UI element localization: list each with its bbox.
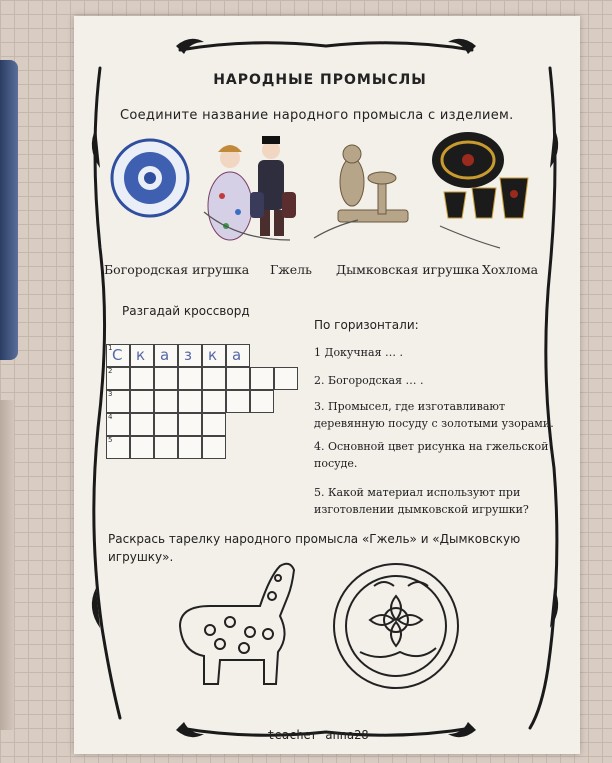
- crossword-cell[interactable]: [130, 413, 154, 436]
- crossword-cell[interactable]: [106, 390, 130, 413]
- crossword-cell[interactable]: [178, 413, 202, 436]
- crossword-cell[interactable]: [226, 390, 250, 413]
- row-number: 3: [108, 390, 113, 398]
- crossword-cell[interactable]: [106, 436, 130, 459]
- crossword-cell[interactable]: [130, 367, 154, 390]
- row-number: 4: [108, 413, 113, 421]
- clue-4: 4. Основной цвет рисунка на гжельской посуде.: [314, 440, 549, 470]
- crossword-cell[interactable]: [250, 367, 274, 390]
- crossword-cell[interactable]: [130, 344, 154, 367]
- footer-signature: teacher anna28: [267, 728, 369, 742]
- crossword-cell[interactable]: [154, 390, 178, 413]
- craft-name: Гжель: [270, 262, 312, 277]
- crossword-cell[interactable]: [202, 413, 226, 436]
- craft-name: Дымковская игрушка: [336, 262, 480, 277]
- cell-letter: к: [208, 346, 218, 364]
- crossword-cell[interactable]: [202, 436, 226, 459]
- craft-pictures: [108, 130, 548, 250]
- coloring-outlines: [160, 556, 480, 706]
- crossword-cell[interactable]: [106, 367, 130, 390]
- row-number: 2: [108, 367, 113, 375]
- craft-names-row: [104, 262, 554, 282]
- cell-letter: а: [160, 346, 170, 364]
- crossword-cell[interactable]: [226, 344, 250, 367]
- crossword-cell[interactable]: [154, 413, 178, 436]
- cell-letter: к: [136, 346, 146, 364]
- crossword-cell[interactable]: [178, 390, 202, 413]
- khokhloma-tableware-icon: [432, 132, 528, 218]
- crossword-cell[interactable]: [202, 390, 226, 413]
- bogorodsk-wooden-toy-icon: [338, 145, 408, 222]
- cell-letter: з: [184, 346, 192, 364]
- dymkovo-horse-outline-icon: [180, 564, 294, 684]
- crossword-cell[interactable]: [154, 344, 178, 367]
- cell-letter: С: [112, 346, 123, 364]
- crossword-cell[interactable]: [154, 436, 178, 459]
- crossword-cell[interactable]: [202, 367, 226, 390]
- crossword-cell[interactable]: [178, 367, 202, 390]
- craft-name: Хохлома: [482, 262, 539, 277]
- blue-binder-edge: [0, 60, 18, 360]
- page-edge: [0, 400, 14, 730]
- crossword-cell[interactable]: [106, 344, 130, 367]
- clue-1: 1 Докучная … .: [314, 346, 403, 359]
- crossword-cell[interactable]: [178, 436, 202, 459]
- clue-2: 2. Богородская … .: [314, 374, 424, 387]
- clue-5: 5. Какой материал используют при изготовлении дымковской игрушки?: [314, 486, 529, 516]
- row-number: 5: [108, 436, 113, 444]
- gzhel-plate-icon: [112, 140, 188, 216]
- task-match-instruction: Соедините название народного промысла с изделием.: [120, 108, 514, 123]
- across-heading: По горизонтали:: [314, 318, 419, 332]
- crossword-cell[interactable]: [106, 413, 130, 436]
- craft-name: Богородская игрушка: [104, 262, 250, 277]
- cell-letter: а: [232, 346, 242, 364]
- crossword-cell[interactable]: [226, 367, 250, 390]
- crossword-cell[interactable]: [130, 436, 154, 459]
- crossword-cell[interactable]: [154, 367, 178, 390]
- crossword-title: Разгадай кроссворд: [122, 304, 250, 318]
- page-title: НАРОДНЫЕ ПРОМЫСЛЫ: [213, 72, 427, 88]
- crossword-cell[interactable]: [130, 390, 154, 413]
- crossword-cell[interactable]: [274, 367, 298, 390]
- row-number: 1: [108, 344, 113, 352]
- task-color-instruction: Раскрась тарелку народного промысла «Гжель» и «Дымковскую игрушку».: [108, 532, 521, 564]
- crossword-cell[interactable]: [202, 344, 226, 367]
- clue-3: 3. Промысел, где изготавливают деревянную посуду с золотыми узорами.: [314, 400, 554, 430]
- crossword-cell[interactable]: [250, 390, 274, 413]
- gzhel-plate-outline-icon: [334, 564, 458, 688]
- crossword-cell[interactable]: [178, 344, 202, 367]
